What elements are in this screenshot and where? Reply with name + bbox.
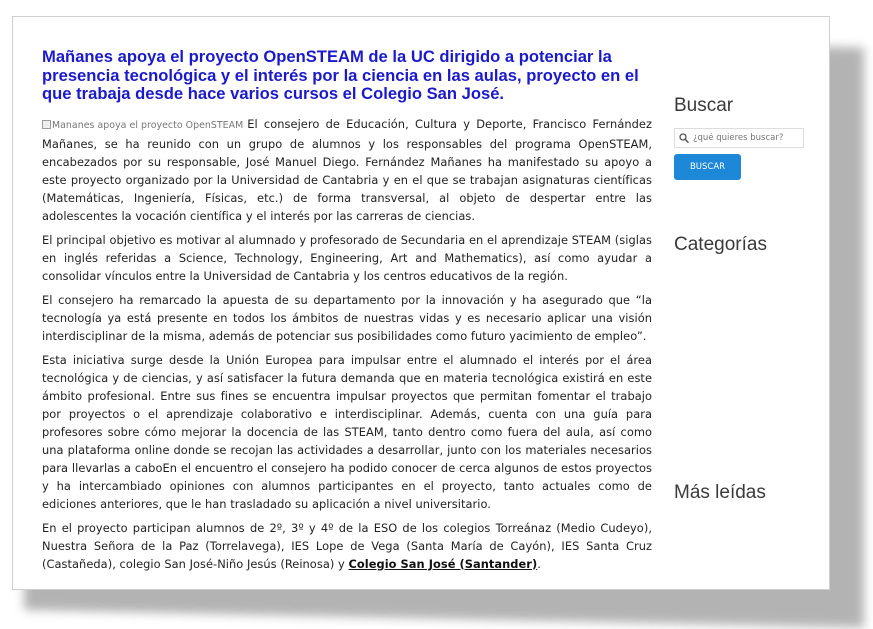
sidebar bbox=[674, 95, 824, 503]
article-paragraph-5-end: . bbox=[537, 556, 541, 571]
article-paragraph-4: Esta iniciativa surge desde la Unión Europea para impulsar entre el alumnado el interés por el área tecnológica y de ciencias, y así satisfacer la futura demanda que en materia tecnológica existirá en este ámbito profesional. Entre sus fines se encuentra impulsar proyectos que permitan fomentar el trabajo por proyectos o el aprendizaje colaborativo e interdisciplinar. Además, cuenta con una guía para profesores sobre cómo mejorar la docencia de las STEAM, tanto dentro como fuera del aula, así como una plataforma online donde se recojan las actividades a desarrollar, junto con los materiales necesarios para llevarlas a caboEn el encuentro el consejero ha podido conocer de cerca algunos de estos proyectos y ha intercambiado opiniones con alumnos participantes en el proyecto, tanto actuales como de ediciones anteriores, que le han trasladado su aplicación a nivel universitario. bbox=[42, 352, 652, 511]
search-box[interactable] bbox=[674, 128, 804, 148]
article-image bbox=[42, 117, 243, 135]
article-paragraph-1 bbox=[42, 115, 652, 225]
search-input[interactable] bbox=[693, 130, 803, 146]
search-widget-title: Buscar bbox=[674, 95, 734, 116]
broken-image-icon bbox=[42, 120, 51, 129]
article-paragraph-3: El consejero ha remarcado la apuesta de su departamento por la innovación y ha asegurado que “la tecnología ya está presente en todos los ámbitos de nuestras vidas y es necesario aplicar una visión interdisciplinar de la misma, además de potenciar sus posibilidades como futuro yacimiento de empleo”. bbox=[42, 292, 652, 343]
colegio-san-jose-link[interactable]: Colegio San José (Santander) bbox=[348, 556, 538, 571]
most-read-widget-title: Más leídas bbox=[674, 482, 766, 503]
article-body bbox=[42, 115, 652, 573]
article-title: Mañanes apoya el proyecto OpenSTEAM de la UC dirigido a potenciar la presencia tecnológica y el interés por la ciencia en las aulas, proyecto en el que trabaja desde hace varios cursos el Colegio San José. bbox=[42, 47, 639, 103]
article-image-alt: Mananes apoya el proyecto OpenSTEAM bbox=[52, 119, 244, 131]
page bbox=[12, 16, 830, 590]
article-paragraph-5 bbox=[42, 519, 652, 573]
search-button[interactable]: BUSCAR bbox=[674, 154, 741, 180]
article-paragraph-5-text: En el proyecto participan alumnos de 2º, 3º y 4º de la ESO de los colegios Torreánaz (Medio Cudeyo), Nuestra Señora de la Paz (Torrelavega), IES Lope de Vega (Santa María de Cayón), IES Santa Cruz (Castañeda), colegio San José-Niño Jesús (Reinosa) y bbox=[42, 520, 652, 571]
article bbox=[42, 48, 652, 579]
categories-widget-title: Categorías bbox=[674, 234, 767, 255]
article-paragraph-2: El principal objetivo es motivar al alumnado y profesorado de Secundaria en el aprendizaje STEAM (siglas en inglés referidas a Science, Technology, Engineering, Art and Mathematics), así como ayudar a consolidar vínculos entre la Universidad de Cantabria y los centros educativos de la región. bbox=[42, 232, 652, 283]
search-icon bbox=[679, 132, 689, 144]
article-paragraph-1-text: El consejero de Educación, Cultura y Deporte, Francisco Fernández Mañanes, se ha reunido con un grupo de alumnos y los responsables del programa OpenSTEAM, encabezados por su responsable, José Manuel Diego. Fernández Mañanes ha manifestado su apoyo a este proyecto organizado por la Universidad de Cantabria y en el que se trabajan asignaturas científicas (Matemáticas, Ingeniería, Físicas, etc.) de forma transversal, al objeto de despertar entre las adolescentes la vocación científica y el interés por las carreras de ciencias. bbox=[42, 116, 652, 223]
